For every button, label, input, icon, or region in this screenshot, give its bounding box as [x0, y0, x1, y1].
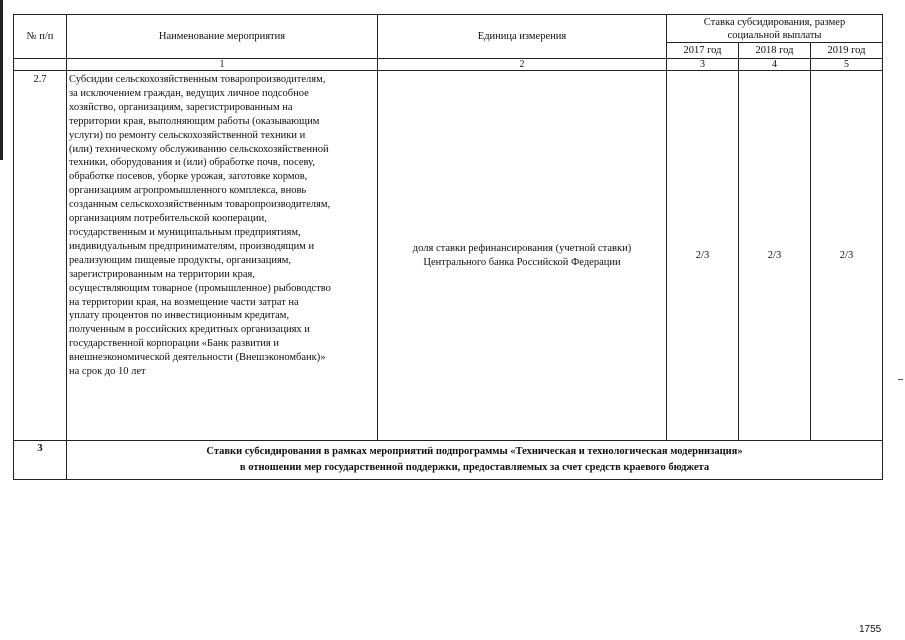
- index-cell-2: 2: [378, 59, 667, 71]
- header-num: № п/п: [14, 15, 67, 59]
- description-line: техники, оборудования и (или) обработке почв, посеву,: [69, 157, 315, 169]
- description-line: созданным сельскохозяйственным товаропроизводителям,: [69, 199, 331, 211]
- table-row: [14, 71, 883, 441]
- header-unit: Единица измерения: [378, 15, 667, 59]
- header-rate-line1: Ставка субсидирования, размер: [703, 17, 846, 28]
- row-unit-line1: доля ставки рефинансирования (учетной ставки): [412, 242, 632, 254]
- table-row: [14, 441, 883, 480]
- header-name: Наименование мероприятия: [67, 15, 378, 59]
- description-line: организациям потребительской кооперации,: [69, 213, 267, 225]
- header-year-2018: 2018 год: [739, 43, 811, 59]
- page-number: 1755: [859, 624, 882, 635]
- description-line: уплату процентов по инвестиционным кредитам,: [69, 310, 290, 322]
- description-line: за исключением граждан, ведущих личное подсобное: [69, 87, 309, 99]
- index-cell-4: 4: [739, 59, 811, 71]
- row-value-2018: 2/3: [739, 71, 811, 441]
- description-line: на территории края, на возмещение части затрат на: [69, 296, 299, 308]
- description-line: территории края, выполняющим работы (оказывающим: [69, 115, 320, 127]
- description-line: внешнеэкономической деятельности (Внешэкономбанк)»: [69, 352, 326, 364]
- description-line: зарегистрированным на территории края,: [69, 268, 255, 280]
- row-unit-line2: Центрального банка Российской Федерации: [423, 256, 621, 268]
- row-value-2017: 2/3: [667, 71, 739, 441]
- description-line: государственным и муниципальным предприятиям,: [69, 226, 301, 238]
- index-cell-5: 5: [811, 59, 883, 71]
- description-line: организациям агропромышленного комплекса, вновь: [69, 185, 307, 197]
- section-title: [67, 441, 883, 480]
- row-number: 2.7: [14, 71, 67, 441]
- header-rate: [667, 15, 883, 43]
- description-line: хозяйство, организациям, зарегистрированным на: [69, 101, 293, 113]
- description-line: (или) техническому обслуживанию сельскохозяйственной: [69, 143, 329, 155]
- index-cell-1: 1: [67, 59, 378, 71]
- header-rate-line2: социальной выплаты: [727, 30, 822, 41]
- left-margin-line: [0, 0, 3, 160]
- subsidy-rates-table: [13, 14, 883, 480]
- row-value-2019: 2/3: [811, 71, 883, 441]
- index-cell-0: [14, 59, 67, 71]
- description-line: реализующим пищевые продукты, организациям,: [69, 254, 292, 266]
- header-year-2019: 2019 год: [811, 43, 883, 59]
- description-line: Субсидии сельскохозяйственным товаропроизводителям,: [69, 74, 326, 85]
- index-cell-3: 3: [667, 59, 739, 71]
- section-number: 3: [14, 441, 67, 480]
- description-line: обработке посевов, уборке урожая, заготовке кормов,: [69, 171, 308, 183]
- description-line: осуществляющим товарное (промышленное) рыбоводство: [69, 282, 331, 294]
- section-title-line2: в отношении мер государственной поддержки, предоставляемых за счет средств краевого бюджета: [239, 462, 710, 473]
- description-line: полученным в российских кредитных организациях и: [69, 324, 310, 336]
- header-year-2017: 2017 год: [667, 43, 739, 59]
- row-unit: [378, 71, 667, 441]
- section-title-line1: Ставки субсидирования в рамках мероприятий подпрограммы «Техническая и технологическая модернизация»: [206, 446, 743, 457]
- description-line: государственной корпорации «Банк развития и: [69, 338, 279, 350]
- description-line: услуги) по ремонту сельскохозяйственной техники и: [69, 129, 306, 141]
- row-description: [67, 71, 378, 441]
- description-line: индивидуальным предпринимателям, производящим и: [69, 240, 315, 252]
- margin-tick-mark: [898, 379, 903, 380]
- description-line: на срок до 10 лет: [69, 366, 146, 378]
